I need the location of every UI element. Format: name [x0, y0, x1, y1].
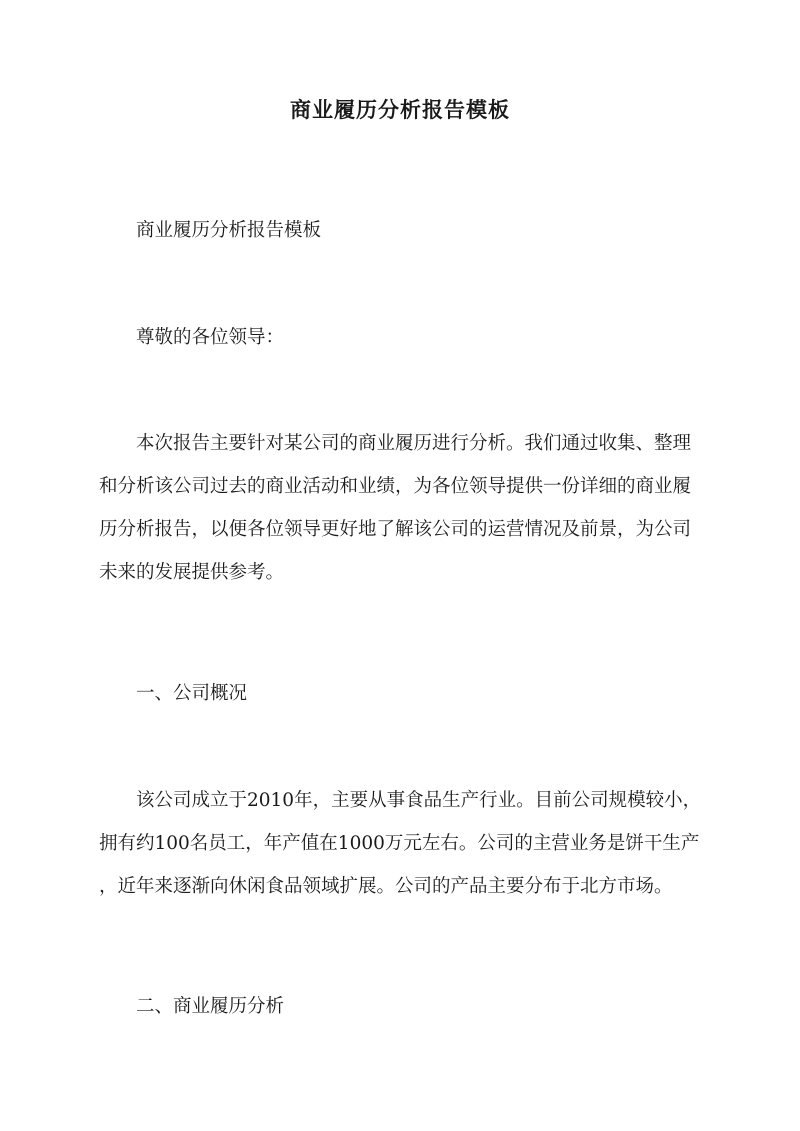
intro-paragraph: 本次报告主要针对某公司的商业履历进行分析。我们通过收集、整理 和分析该公司过去的商业活动和业绩，为各位领导提供一份详细的商业履 历分析报告，以便各位领导更好地了解该公司的运营情况及前景，为公司 未来的发展提供参考。 — [99, 433, 692, 583]
greeting-paragraph: 尊敬的各位领导： — [136, 327, 285, 348]
company-overview-paragraph: 该公司成立于2010年，主要从事食品生产行业。目前公司规模较小， 拥有约100名员工，年产值在1000万元左右。公司的主营业务是饼干生产 ，近年来逐渐向休闲食品领域扩展。公司的产品主要分布于北方市场。 — [99, 790, 702, 897]
section-heading-business-history: 二、商业履历分析 — [136, 996, 285, 1017]
document-subtitle: 商业履历分析报告模板 — [136, 220, 322, 241]
document-title: 商业履历分析报告模板 — [290, 97, 510, 122]
section-heading-company-overview: 一、公司概况 — [136, 683, 248, 704]
